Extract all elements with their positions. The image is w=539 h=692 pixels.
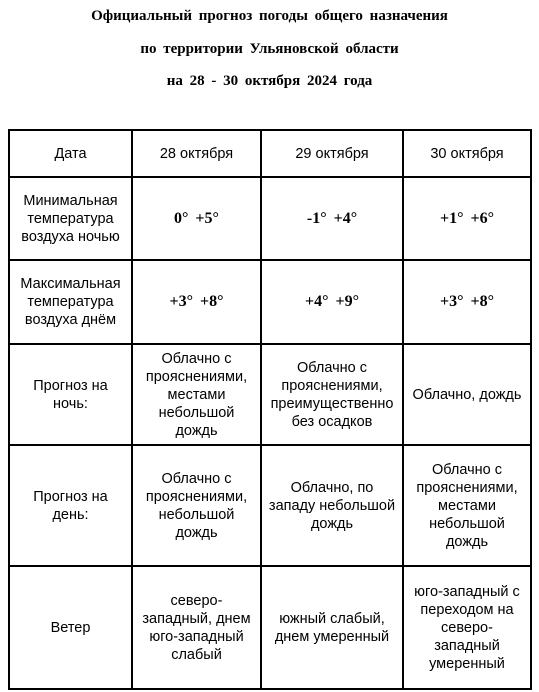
max-temp-day1-cell: +3° +8° (132, 260, 261, 344)
date-label-cell: Дата (9, 130, 132, 177)
max-temp-day2-cell: +4° +9° (261, 260, 403, 344)
min-temp-label-cell: Минимальная температура воздуха ночью (9, 177, 132, 260)
table-row-min-temp (9, 177, 531, 260)
document-title-line-1: Официальный прогноз погоды общего назначения (91, 8, 448, 24)
wind-day2-cell: южный слабый, днем умеренный (261, 566, 403, 689)
table-row-max-temp (9, 260, 531, 344)
table-row-wind (9, 566, 531, 689)
max-temp-label-cell: Максимальная температура воздуха днём (9, 260, 132, 344)
document-title-line-2: по территории Ульяновской области (140, 41, 399, 57)
table-row-date (9, 130, 531, 177)
table-row-night-forecast (9, 344, 531, 445)
date-day2-cell: 29 октября (261, 130, 403, 177)
night-day3-cell: Облачно, дождь (403, 344, 531, 445)
date-day3-cell: 30 октября (403, 130, 531, 177)
day-label-cell: Прогноз на день: (9, 445, 132, 566)
min-temp-day2-cell: -1° +4° (261, 177, 403, 260)
min-temp-day3-cell: +1° +6° (403, 177, 531, 260)
night-label-cell: Прогноз на ночь: (9, 344, 132, 445)
min-temp-day1-cell: 0° +5° (132, 177, 261, 260)
wind-day3-cell: юго-западный с переходом на северо- западный умеренный (403, 566, 531, 689)
day-day3-cell: Облачно с прояснениями, местами небольшой дождь (403, 445, 531, 566)
document-title-line-3: на 28 - 30 октября 2024 года (166, 73, 373, 89)
night-day1-cell: Облачно с прояснениями, местами небольшой дождь (132, 344, 261, 445)
date-day1-cell: 28 октября (132, 130, 261, 177)
table-row-day-forecast (9, 445, 531, 566)
wind-day1-cell: северо- западный, днем юго-западный слабый (132, 566, 261, 689)
wind-label-cell: Ветер (9, 566, 132, 689)
night-day2-cell: Облачно с прояснениями, преимущественно без осадков (261, 344, 403, 445)
max-temp-day3-cell: +3° +8° (403, 260, 531, 344)
day-day1-cell: Облачно с прояснениями, небольшой дождь (132, 445, 261, 566)
forecast-table (8, 129, 532, 690)
day-day2-cell: Облачно, по западу небольшой дождь (261, 445, 403, 566)
